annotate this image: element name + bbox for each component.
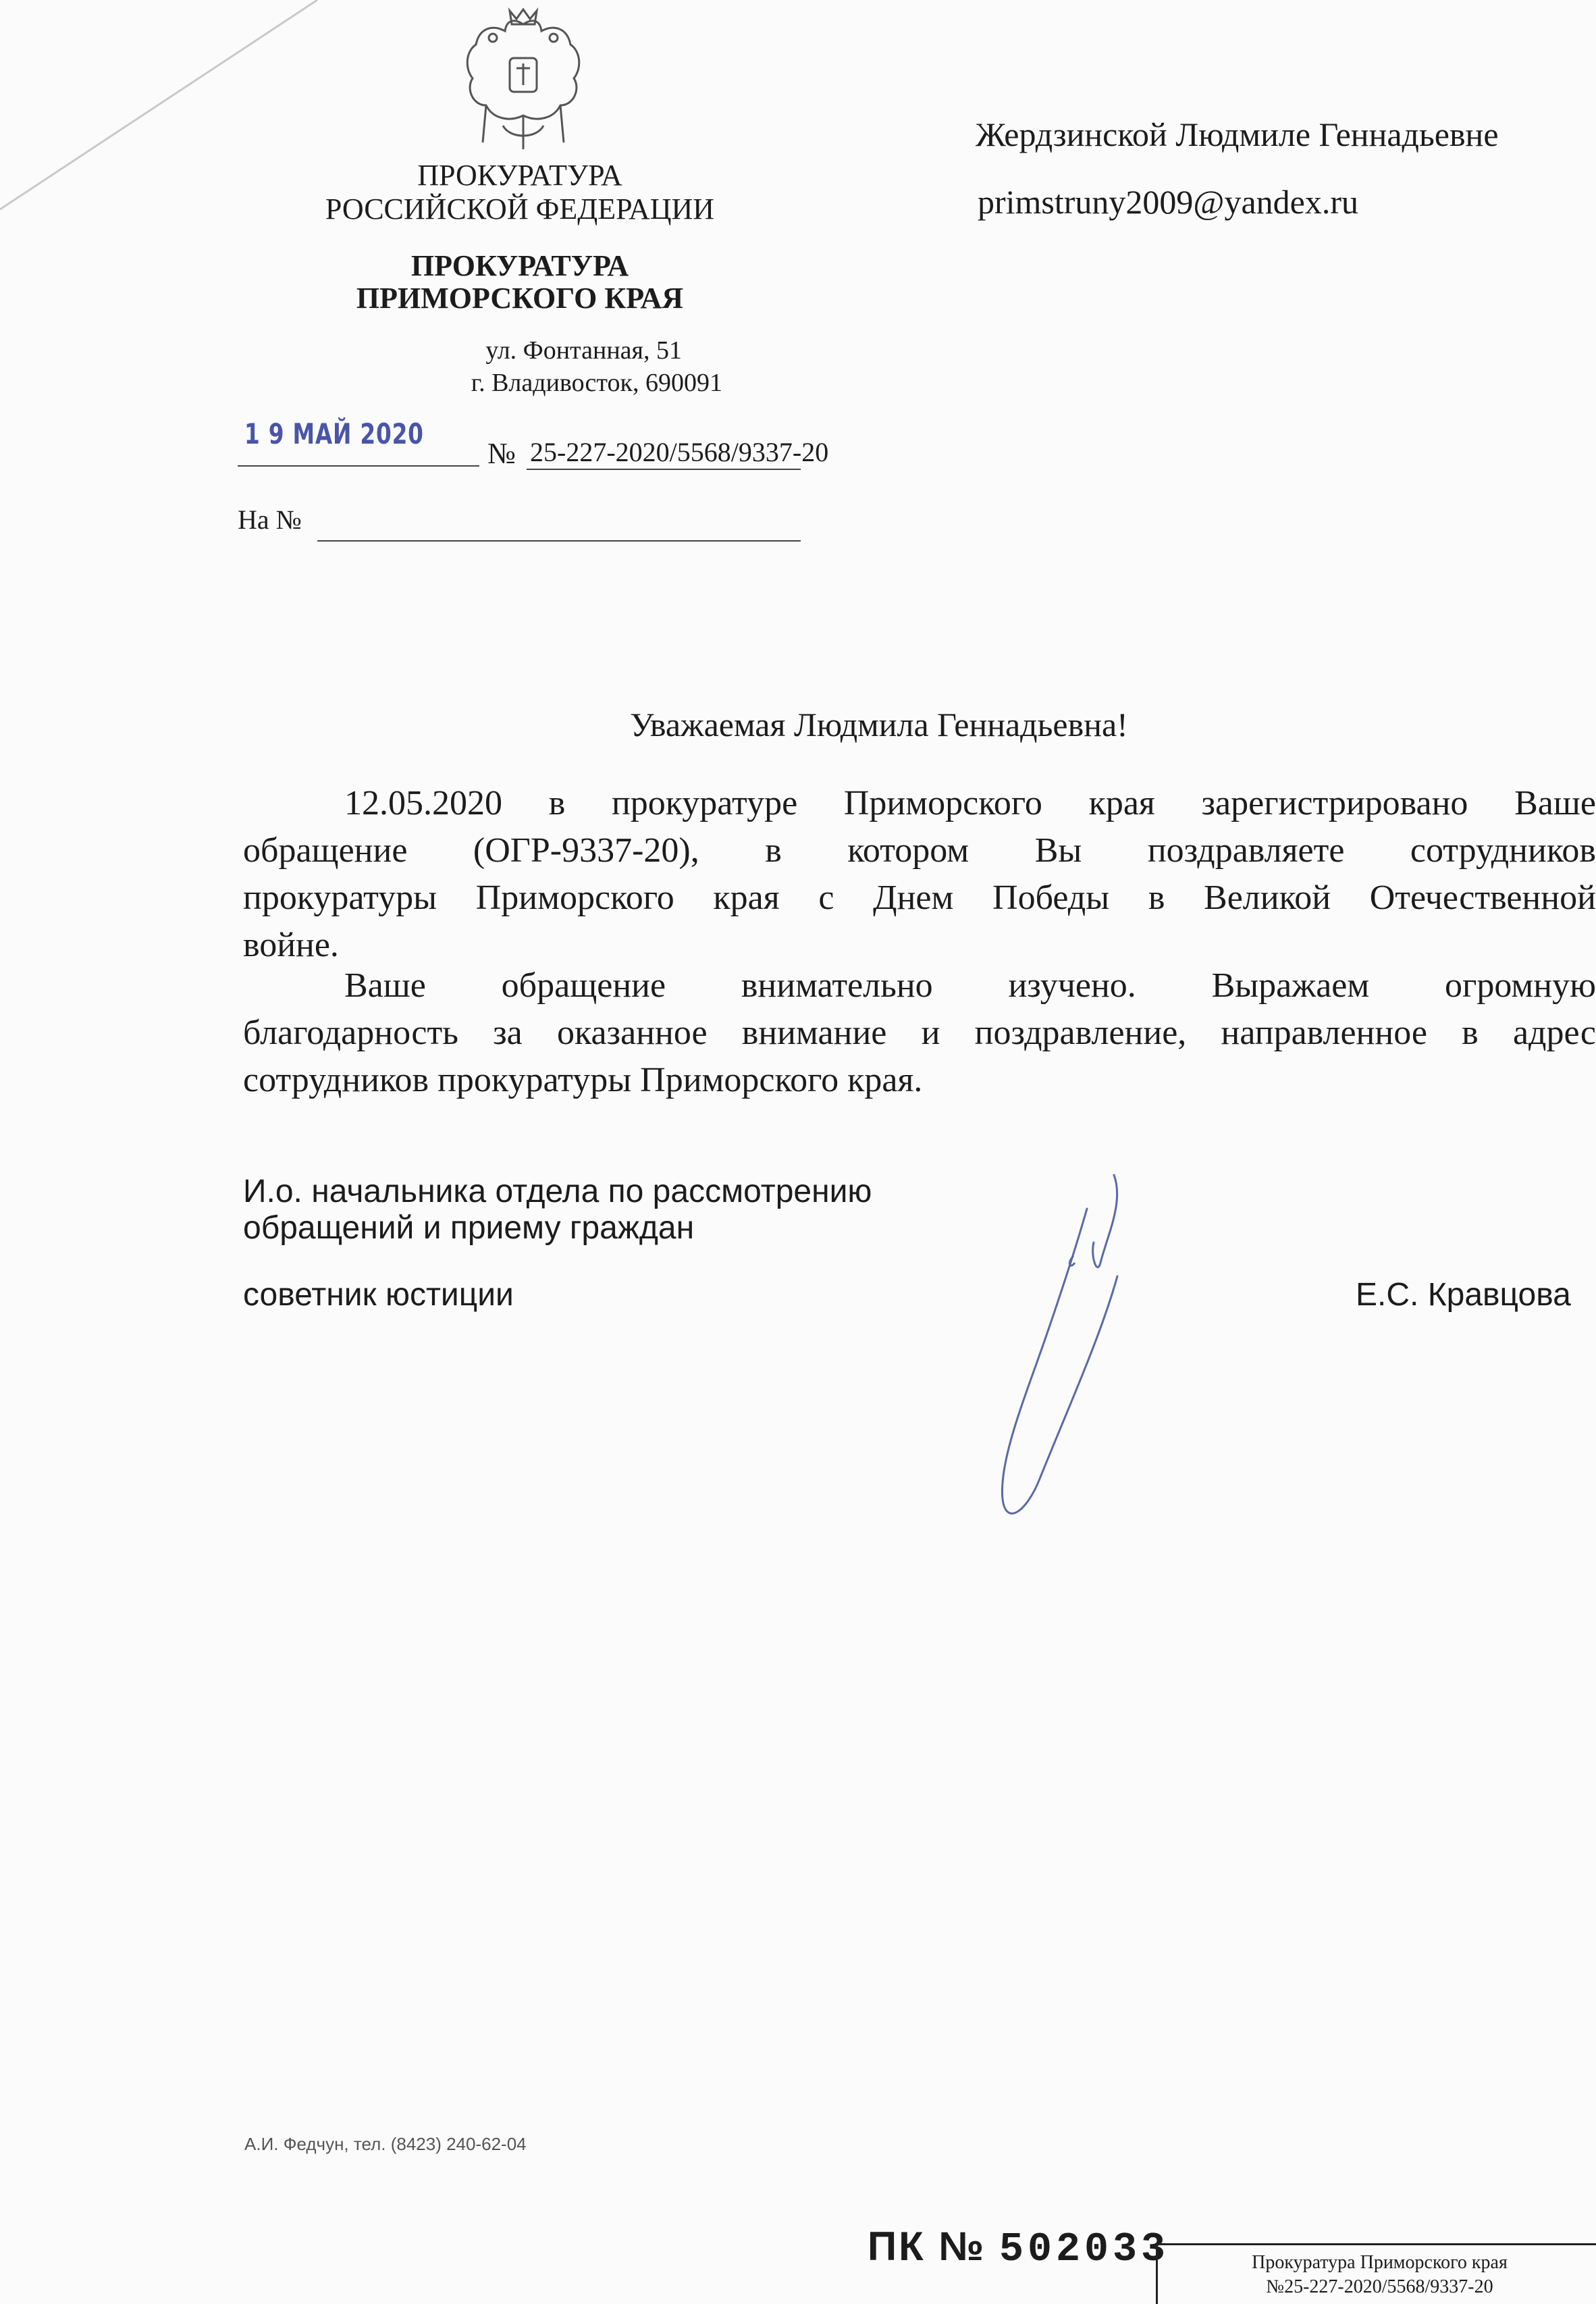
form-serial-value: 502033 xyxy=(999,2227,1170,2273)
org-address-city: г. Владивосток, 690091 xyxy=(471,369,722,397)
word: сотрудников xyxy=(1410,831,1596,870)
signatory-title-line2: обращений и приему граждан xyxy=(243,1210,695,1246)
word: прокуратуры xyxy=(243,879,437,917)
word: Отечественной xyxy=(1369,879,1596,917)
org-subtitle-line2: ПРИМОРСКОГО КРАЯ xyxy=(356,282,684,315)
word: котором xyxy=(847,831,969,870)
word: за xyxy=(493,1014,523,1052)
word: огромную xyxy=(1445,966,1596,1005)
recipient-name: Жердзинской Людмиле Геннадьевне xyxy=(976,115,1499,153)
word: поздравление, xyxy=(974,1014,1187,1052)
paragraph-1 xyxy=(243,780,1596,969)
paragraph-2-line-1 xyxy=(243,962,1596,1010)
recipient-email: primstruny2009@yandex.ru xyxy=(978,183,1359,221)
registration-stamp-number: №25-227-2020/5568/9337-20 xyxy=(1266,2276,1493,2297)
registration-number: 25-227-2020/5568/9337-20 xyxy=(530,437,829,467)
word: благодарность xyxy=(243,1014,458,1052)
word: 12.05.2020 xyxy=(344,784,502,822)
registration-stamp-org: Прокуратура Приморского края xyxy=(1252,2252,1508,2273)
word: обращение xyxy=(243,831,408,870)
form-serial-number xyxy=(868,2223,1169,2273)
word: направленное xyxy=(1221,1014,1427,1052)
executor-info: А.И. Федчун, тел. (8423) 240-62-04 xyxy=(244,2134,527,2154)
paragraph-1-line-3 xyxy=(243,874,1596,922)
org-address-street: ул. Фонтанная, 51 xyxy=(485,336,682,365)
word: Приморского xyxy=(843,784,1042,822)
reply-to-underline xyxy=(317,540,801,542)
word: Днем xyxy=(873,879,954,917)
word: Ваше xyxy=(1514,784,1596,822)
paragraph-2 xyxy=(243,962,1596,1104)
org-title-line2: РОССИЙСКОЙ ФЕДЕРАЦИИ xyxy=(325,192,715,226)
org-title-line1: ПРОКУРАТУРА xyxy=(417,159,622,192)
word: адрес xyxy=(1512,1014,1596,1052)
number-underline xyxy=(527,469,801,470)
word: прокуратуре xyxy=(611,784,798,822)
date-stamp: 1 9 МАЙ 2020 xyxy=(244,417,424,450)
registration-stamp-box xyxy=(1156,2243,1596,2304)
paragraph-2-line-3: сотрудников прокуратуры Приморского края. xyxy=(243,1061,923,1099)
double-headed-eagle-emblem xyxy=(446,4,601,156)
word: Вы xyxy=(1034,831,1082,870)
number-sign: № xyxy=(487,437,516,470)
handwritten-signature xyxy=(972,1161,1175,1540)
form-serial-label: ПК № xyxy=(868,2224,986,2269)
greeting: Уважаемая Людмила Геннадьевна! xyxy=(630,706,1128,743)
word: Ваше xyxy=(344,966,426,1005)
word: Приморского xyxy=(475,879,674,917)
word: в xyxy=(1148,879,1165,917)
word: внимательно xyxy=(741,966,933,1005)
word: и xyxy=(921,1014,940,1052)
paragraph-1-line-1 xyxy=(243,780,1596,827)
word: в xyxy=(765,831,782,870)
word: в xyxy=(1462,1014,1479,1052)
reply-to-label: На № xyxy=(238,504,302,535)
word: внимание xyxy=(741,1014,887,1052)
word: с xyxy=(818,879,834,917)
paragraph-2-line-2 xyxy=(243,1010,1596,1057)
word: края xyxy=(1088,784,1155,822)
signatory-name: Е.С. Кравцова xyxy=(1356,1277,1571,1313)
word: поздравляете xyxy=(1147,831,1345,870)
word: Великой xyxy=(1204,879,1331,917)
paragraph-1-line-2 xyxy=(243,827,1596,874)
word: зарегистрировано xyxy=(1201,784,1468,822)
word: оказанное xyxy=(557,1014,708,1052)
word: Выражаем xyxy=(1211,966,1370,1005)
word: Победы xyxy=(992,879,1110,917)
signatory-title xyxy=(243,1174,872,1247)
word: (ОГР-9337-20), xyxy=(473,831,699,870)
signatory-rank: советник юстиции xyxy=(243,1277,514,1313)
signatory-title-line1: И.о. начальника отдела по рассмотрению xyxy=(243,1174,872,1209)
org-subtitle-line1: ПРОКУРАТУРА xyxy=(410,249,629,282)
paragraph-1-line-4: войне. xyxy=(243,926,339,964)
word: края xyxy=(713,879,780,917)
word: обращение xyxy=(501,966,666,1005)
date-underline xyxy=(238,465,479,467)
word: изучено. xyxy=(1008,966,1136,1005)
word: в xyxy=(548,784,566,822)
